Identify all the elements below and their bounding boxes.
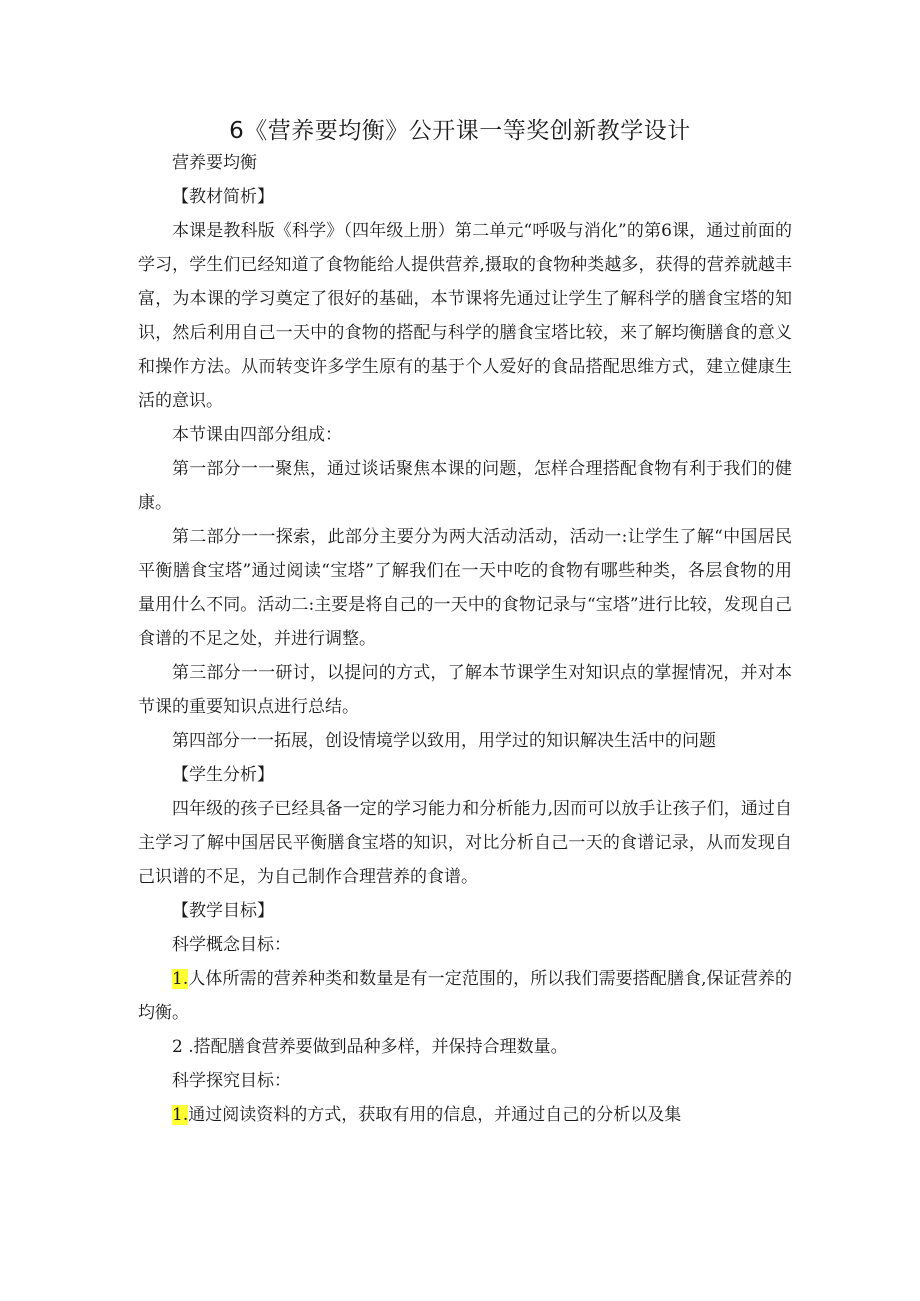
- concept-goal-1: [138, 962, 792, 1030]
- paragraph-part-one: 第一部分一一聚焦，通过谈话聚焦本课的问题，怎样合理搭配食物有利于我们的健康。: [138, 459, 792, 513]
- section-heading-students: 【学生分析】: [172, 765, 274, 785]
- concept-goals-label: 科学概念目标：: [172, 935, 291, 955]
- concept-goal-1-text: 人体所需的营养种类和数量是有一定范围的，所以我们需要搭配膳食,保证营养的均衡。: [138, 969, 792, 1023]
- section-heading-textbook: 【教材简析】: [172, 187, 274, 207]
- paragraph-textbook-intro: 本课是教科版《科学》（四年级上册）第二单元“呼吸与消化”的第6课，通过前面的学习，学生们已经知道了食物能给人提供营养,摄取的食物种类越多，获得的营养就越丰富，为本课的学习奠定了很好的基础，本节课将先通过让学生了解科学的膳食宝塔的知识，然后利用自己一天中的食物的搭配与科学的膳食宝塔比较，来了解均衡膳食的意义和操作方法。从而转变许多学生原有的基于个人爱好的食品搭配思维方式，建立健康生活的意识。: [138, 221, 792, 411]
- lesson-subtitle: 营养要均衡: [172, 153, 257, 173]
- paragraph-lesson-parts: 本节课由四部分组成：: [172, 425, 342, 445]
- section-heading-goals: 【教学目标】: [172, 901, 274, 921]
- inquiry-goal-1-text: 通过阅读资料的方式，获取有用的信息，并通过自己的分析以及集: [188, 1105, 682, 1125]
- highlighted-number: 1.: [172, 969, 189, 989]
- paragraph-part-four: 第四部分一一拓展，创设情境学以致用，用学过的知识解决生活中的问题: [172, 731, 716, 751]
- document-body: [138, 146, 792, 1132]
- highlighted-number: 1.: [172, 1105, 189, 1125]
- concept-goal-2: 2 .搭配膳食营养要做到品种多样，并保持合理数量。: [172, 1037, 568, 1057]
- document-title: 6《营养要均衡》公开课一等奖创新教学设计: [229, 118, 691, 144]
- paragraph-student-analysis: 四年级的孩子已经具备一定的学习能力和分析能力,因而可以放手让孩子们，通过自主学习了解中国居民平衡膳食宝塔的知识，对比分析自己一天的食谱记录，从而发现自己识谱的不足，为自己制作合理营养的食谱。: [138, 799, 792, 887]
- inquiry-goals-label: 科学探究目标：: [172, 1071, 291, 1091]
- paragraph-part-two: 第二部分一一探索，此部分主要分为两大活动活动，活动一:让学生了解“中国居民平衡膳食宝塔”通过阅读“宝塔”了解我们在一天中吃的食物有哪些种类，各层食物的用量用什么不同。活动二:主要是将自己的一天中的食物记录与“宝塔”进行比较，发现自己食谱的不足之处，并进行调整。: [138, 527, 792, 649]
- inquiry-goal-1: [138, 1098, 792, 1132]
- paragraph-part-three: 第三部分一一研讨，以提问的方式，了解本节课学生对知识点的掌握情况，并对本节课的重要知识点进行总结。: [138, 663, 792, 717]
